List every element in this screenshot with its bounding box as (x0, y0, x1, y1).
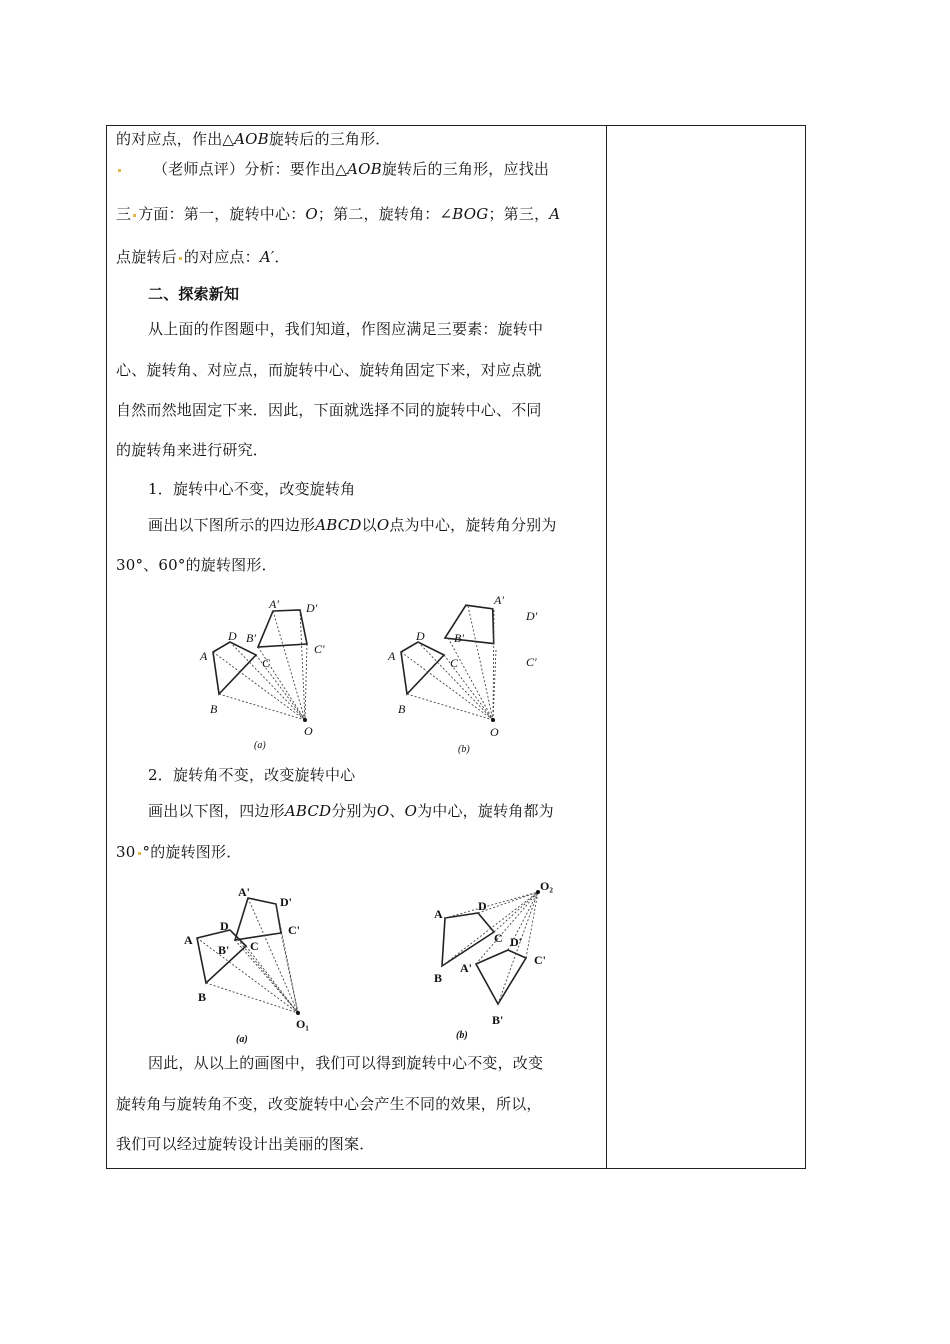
label-b-prime: B' (454, 631, 464, 645)
quad-abcd (401, 642, 444, 694)
text-segment: O (376, 802, 390, 820)
label-c-prime: C' (534, 953, 546, 967)
label-a: A (200, 649, 208, 663)
label-o: O (304, 724, 313, 738)
label-o: O₁ (296, 1017, 309, 1031)
guide-lines (213, 610, 307, 720)
text-segment: O (305, 205, 318, 223)
text-segment: AOB (234, 130, 269, 148)
paragraph-line: 因此，从以上的画图中，我们可以得到旋转中心不变，改变 (148, 1054, 544, 1072)
label-c: C (262, 656, 271, 670)
text-segment: ；第二，旋转角：∠ (317, 205, 453, 223)
text-segment: ABCD (284, 802, 332, 820)
label-a-prime: A' (269, 597, 279, 611)
text-segment: A (549, 205, 561, 223)
label-a-prime: A' (494, 593, 504, 607)
label-a-prime: A' (460, 961, 472, 975)
figure-1 (190, 592, 550, 757)
subsection-heading: 2．旋转角不变，改变旋转中心 (148, 766, 356, 784)
text-line-2 (116, 159, 549, 179)
label-a: A (434, 907, 443, 921)
text-segment: 的对应点，作出△ (116, 130, 235, 148)
paragraph-line: 从上面的作图题中，我们知道，作图应满足三要素：旋转中 (148, 320, 544, 338)
paragraph-line (116, 842, 241, 862)
paragraph-line: 旋转角与旋转角不变，改变旋转中心会产生不同的效果，所以， (116, 1095, 542, 1113)
label-d-prime: D' (280, 895, 292, 909)
text-segment: 画出以下图，四边形 (148, 802, 285, 820)
text-segment: 方面：第一，旋转中心： (138, 205, 306, 223)
label-b: B (210, 702, 218, 716)
center-point (303, 718, 307, 722)
center-point (296, 1011, 300, 1015)
label-c-prime: C' (314, 642, 325, 656)
text-segment: 点为中心，旋转角分别为 (389, 516, 557, 534)
label-d: D (478, 899, 487, 913)
text-segment: 三 (116, 205, 132, 223)
quad-abcd (213, 642, 256, 694)
text-segment: 画出以下图所示的四边形 (148, 516, 316, 534)
quad-abcd (442, 913, 494, 966)
label-b-prime: B' (492, 1013, 504, 1027)
caption-a: (a) (254, 740, 266, 751)
label-d: D (228, 629, 237, 643)
label-a: A (388, 649, 396, 663)
text-segment: 30 (116, 843, 136, 861)
paragraph-line: 的旋转角来进行研究． (116, 441, 269, 459)
text-segment: BOG (452, 205, 489, 223)
paragraph-line: 30°、60°的旋转图形． (116, 556, 277, 574)
figure-2b (434, 879, 553, 1041)
section-heading: 二、探索新知 (148, 285, 240, 303)
text-segment: A′ (259, 248, 275, 266)
label-d-prime: D' (510, 935, 522, 949)
label-b-prime: B' (218, 943, 230, 957)
quad-rotated (258, 610, 307, 647)
center-point (491, 718, 495, 722)
text-segment: ． (274, 248, 290, 266)
label-b-prime: B' (246, 631, 256, 645)
bullet-dot (138, 852, 141, 855)
label-a-prime: A' (238, 885, 250, 899)
text-segment: ABCD (315, 516, 362, 534)
text-segment: 分别为 (331, 802, 377, 820)
bullet-dot (133, 214, 136, 217)
figure-2a (184, 885, 309, 1045)
text-segment: O (376, 516, 390, 534)
text-segment: （老师点评）分析：要作出△ (153, 160, 348, 178)
label-b: B (198, 990, 207, 1004)
bullet-dot (179, 257, 182, 260)
text-segment: 点旋转后 (116, 248, 177, 266)
text-segment: 为中心，旋转角都为 (417, 802, 554, 820)
subsection-heading: 1．旋转中心不变，改变旋转角 (148, 480, 356, 498)
guide-lines (197, 898, 298, 1013)
figure-1a (199, 597, 325, 751)
text-line-4 (116, 247, 290, 267)
label-a: A (184, 933, 193, 947)
caption-b: (b) (458, 744, 470, 755)
text-line-3 (116, 204, 560, 224)
text-segment: 旋转后的三角形． (268, 130, 391, 148)
paragraph-line (148, 801, 554, 821)
text-segment: °的旋转图形． (142, 843, 242, 861)
table-column-divider (606, 125, 607, 1169)
label-b: B (434, 971, 443, 985)
guide-lines (401, 606, 496, 720)
label-d-prime: D' (306, 601, 318, 615)
paragraph-line: 自然而然地固定下来．因此，下面就选择不同的旋转中心、不同 (116, 401, 542, 419)
label-o: O (490, 725, 499, 739)
text-segment: ；第三， (488, 205, 550, 223)
paragraph-line: 心、旋转角、对应点，而旋转中心、旋转角固定下来，对应点就 (116, 361, 542, 379)
text-line-1 (116, 129, 391, 149)
label-d-prime: D' (526, 609, 538, 623)
label-d: D (416, 629, 425, 643)
paragraph-line: 我们可以经过旋转设计出美丽的图案． (116, 1135, 375, 1153)
text-segment: O (404, 802, 418, 820)
label-c: C (494, 931, 503, 945)
bullet-dot (118, 169, 121, 172)
text-segment: 旋转后的三角形，应找出 (381, 160, 550, 178)
text-segment: 以 (361, 516, 377, 534)
paragraph-line (148, 515, 557, 535)
label-b: B (398, 702, 406, 716)
label-o: O₂ (540, 879, 553, 893)
label-c-prime: C' (526, 655, 537, 669)
label-d: D (220, 919, 229, 933)
text-segment: AOB (347, 160, 382, 178)
caption-a: (a) (236, 1034, 248, 1045)
text-segment: 的对应点： (183, 248, 260, 266)
quad-rotated (235, 898, 281, 940)
label-c: C (250, 939, 259, 953)
label-c-prime: C' (288, 923, 300, 937)
figure-1b (387, 593, 538, 755)
text-segment: 、 (389, 802, 405, 820)
guide-lines (442, 892, 538, 1004)
caption-b: (b) (456, 1030, 468, 1041)
label-c: C (450, 656, 459, 670)
figure-2 (180, 878, 580, 1048)
